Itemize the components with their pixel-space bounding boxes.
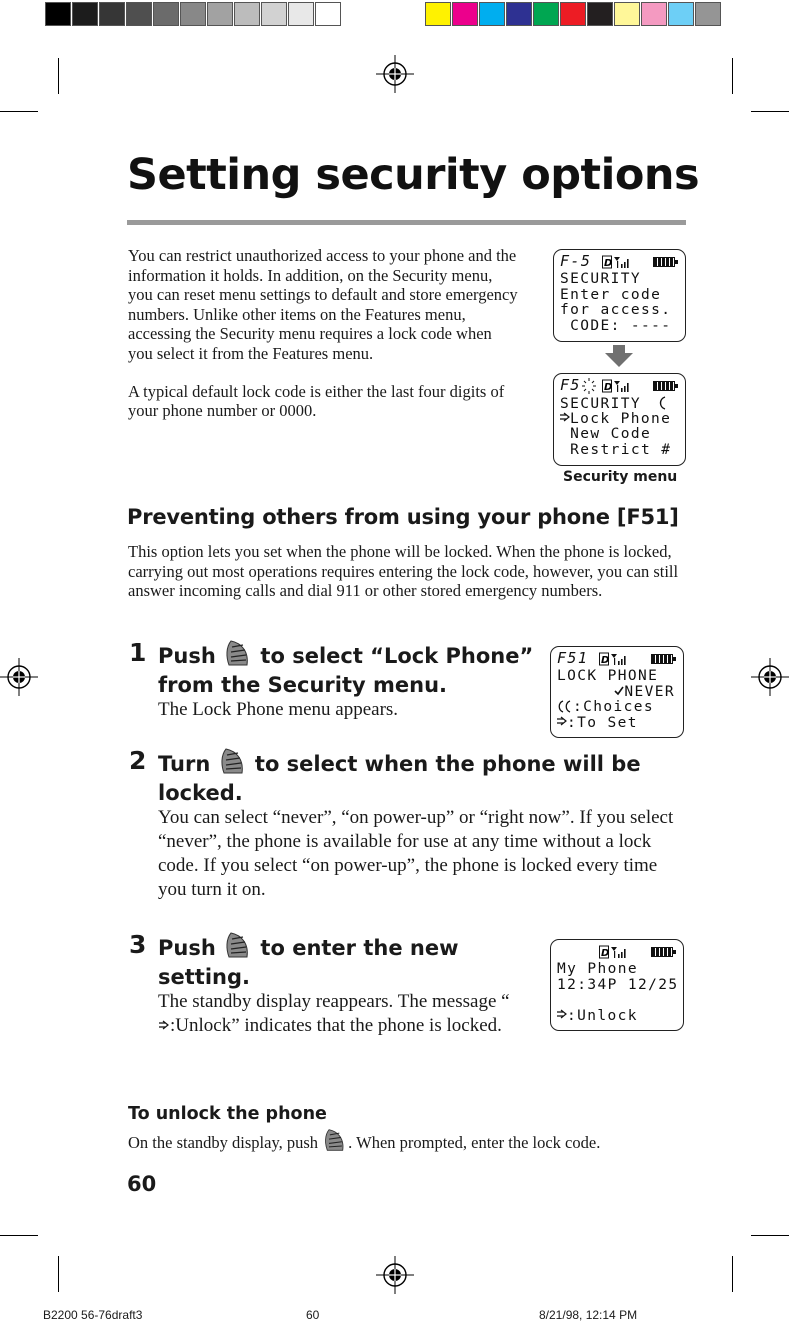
step-number: 1 bbox=[129, 638, 147, 667]
select-arrow-icon bbox=[557, 1009, 567, 1021]
crop-mark bbox=[732, 1256, 733, 1292]
lcd-line-text: SECURITY bbox=[560, 396, 642, 412]
jog-dial-icon bbox=[657, 396, 669, 410]
lcd-line bbox=[557, 700, 677, 716]
battery-icon bbox=[653, 381, 675, 391]
title-rule bbox=[127, 220, 686, 225]
step-heading-text: to enter the new bbox=[260, 936, 459, 960]
gray-swatch bbox=[207, 2, 233, 26]
lcd-line-text: :Unlock bbox=[567, 1007, 638, 1024]
select-arrow-icon bbox=[158, 1020, 170, 1032]
gray-swatch bbox=[315, 2, 341, 26]
step-number: 3 bbox=[129, 930, 147, 959]
svg-text:D: D bbox=[601, 948, 611, 959]
jog-dial-icon bbox=[223, 931, 253, 959]
color-swatch bbox=[560, 2, 586, 26]
step-heading-text: Turn bbox=[158, 752, 211, 776]
svg-text:D: D bbox=[604, 258, 614, 269]
lcd-line: Enter code bbox=[560, 286, 662, 303]
registration-mark-icon bbox=[376, 55, 414, 93]
crop-mark bbox=[58, 1256, 59, 1292]
registration-mark-icon bbox=[376, 1256, 414, 1294]
lcd-line bbox=[557, 993, 677, 1009]
gray-swatch bbox=[261, 2, 287, 26]
lcd-line bbox=[560, 412, 679, 428]
crop-mark bbox=[751, 1235, 789, 1236]
lcd-line bbox=[557, 685, 677, 701]
select-arrow-icon bbox=[560, 412, 570, 424]
signal-strength-icon bbox=[599, 945, 627, 959]
unlock-text-part: On the standby display, push bbox=[128, 1133, 319, 1152]
crop-mark bbox=[0, 111, 38, 112]
step-heading-text: setting. bbox=[158, 965, 250, 989]
gray-swatch bbox=[288, 2, 314, 26]
jog-dial-icon bbox=[322, 1128, 348, 1152]
gray-swatch bbox=[153, 2, 179, 26]
lcd-code-entry-screen bbox=[553, 249, 686, 342]
menu-number: F-5 bbox=[560, 252, 592, 270]
lcd-line-text: Lock Phone bbox=[570, 410, 672, 427]
step-body-text: :Unlock” indicates that the phone is locked. bbox=[170, 1015, 502, 1036]
step-heading-text: locked. bbox=[158, 781, 243, 805]
step-heading-text: to select when the phone will be bbox=[254, 752, 641, 776]
select-arrow-icon bbox=[557, 716, 567, 728]
jog-dial-icon bbox=[223, 639, 253, 667]
gray-swatch bbox=[126, 2, 152, 26]
lcd-line bbox=[557, 716, 677, 732]
lcd-line: SECURITY bbox=[560, 271, 642, 287]
footer-timestamp: 8/21/98, 12:14 PM bbox=[539, 1308, 638, 1322]
jog-dial-icon bbox=[557, 700, 573, 713]
battery-icon bbox=[651, 947, 673, 957]
blink-icon bbox=[582, 378, 596, 394]
step-heading-text: to select “Lock Phone” bbox=[260, 644, 534, 668]
lcd-standby-screen bbox=[550, 939, 684, 1031]
lcd-line bbox=[560, 396, 679, 412]
step-heading-text: from the Security menu. bbox=[158, 673, 448, 697]
section-intro: This option lets you set when the phone will be locked. When the phone is locked, carrying out most operations requires entering the lock code, however, you can still answer incoming calls and dial 911 or other stored emergency numbers. bbox=[128, 542, 679, 600]
crop-mark bbox=[58, 58, 59, 94]
menu-number: F5 bbox=[560, 376, 581, 394]
step-body: The Lock Phone menu appears. bbox=[158, 699, 399, 720]
color-swatch bbox=[614, 2, 640, 26]
battery-icon bbox=[651, 654, 673, 664]
step-heading bbox=[158, 639, 538, 700]
check-icon bbox=[614, 686, 624, 696]
svg-text:D: D bbox=[604, 382, 614, 393]
lcd-line: My Phone bbox=[557, 961, 639, 977]
intro-text bbox=[128, 246, 520, 439]
color-swatch bbox=[668, 2, 694, 26]
color-swatch bbox=[479, 2, 505, 26]
step-body-text: The standby display reappears. The message “ bbox=[158, 991, 510, 1012]
lcd-line-text: :Choices bbox=[573, 699, 655, 715]
color-swatch bbox=[641, 2, 667, 26]
gray-swatch bbox=[234, 2, 260, 26]
unlock-text-part: . When prompted, enter the lock code. bbox=[348, 1133, 601, 1152]
lcd-line-text: :To Set bbox=[567, 714, 638, 731]
color-calibration-bar bbox=[425, 2, 722, 28]
signal-strength-icon bbox=[602, 379, 630, 393]
step-heading bbox=[158, 931, 538, 992]
step-number: 2 bbox=[129, 746, 147, 775]
step-heading-text: Push bbox=[158, 936, 216, 960]
grayscale-calibration-bar bbox=[45, 2, 342, 28]
color-swatch bbox=[587, 2, 613, 26]
step-heading-text: Push bbox=[158, 644, 216, 668]
signal-strength-icon bbox=[602, 255, 630, 269]
section-heading: Preventing others from using your phone [F51] bbox=[127, 505, 679, 529]
color-swatch bbox=[452, 2, 478, 26]
crop-mark bbox=[751, 111, 789, 112]
step-heading bbox=[158, 747, 688, 808]
menu-number: F51 bbox=[557, 649, 589, 667]
lcd-line: for access. bbox=[560, 302, 672, 318]
intro-paragraph: A typical default lock code is either the last four digits of your phone number or 0000. bbox=[128, 381, 505, 421]
gray-swatch bbox=[180, 2, 206, 26]
security-menu-caption: Security menu bbox=[563, 469, 678, 485]
lcd-line-text: NEVER bbox=[624, 683, 675, 700]
registration-mark-icon bbox=[751, 658, 789, 696]
color-swatch bbox=[533, 2, 559, 26]
unlock-text bbox=[128, 1128, 688, 1153]
page-title: Setting security options bbox=[127, 150, 700, 200]
lcd-line: 12:34P 12/25 bbox=[557, 976, 679, 993]
page-number: 60 bbox=[127, 1172, 157, 1196]
gray-swatch bbox=[45, 2, 71, 26]
lcd-line: LOCK PHONE bbox=[557, 668, 659, 684]
color-swatch bbox=[506, 2, 532, 26]
unlock-heading: To unlock the phone bbox=[128, 1104, 327, 1124]
lcd-line: CODE: ---- bbox=[560, 317, 672, 334]
footer-page: 60 bbox=[306, 1308, 320, 1322]
color-swatch bbox=[425, 2, 451, 26]
down-arrow-icon bbox=[605, 345, 633, 367]
registration-mark-icon bbox=[0, 658, 38, 696]
color-swatch bbox=[695, 2, 721, 26]
lcd-line bbox=[557, 1009, 677, 1025]
footer-filename: B2200 56-76draft3 bbox=[43, 1308, 143, 1322]
crop-mark bbox=[0, 1235, 38, 1236]
battery-icon bbox=[653, 257, 675, 267]
gray-swatch bbox=[99, 2, 125, 26]
lcd-security-menu-screen bbox=[553, 373, 686, 466]
jog-dial-icon bbox=[218, 747, 248, 775]
gray-swatch bbox=[72, 2, 98, 26]
lcd-line: Restrict # bbox=[560, 441, 672, 458]
svg-text:D: D bbox=[601, 655, 611, 666]
lcd-lock-phone-screen bbox=[550, 646, 684, 738]
intro-paragraph: You can restrict unauthorized access to your phone and the information it holds. In addition, on the Security menu, you can reset menu settings to default and store emergency numbers. Unlike other items on the Features menu, accessing the Security menu requires a lock code when you select it from the Features menu. bbox=[128, 246, 518, 363]
signal-strength-icon bbox=[599, 652, 627, 666]
crop-mark bbox=[732, 58, 733, 94]
step-body bbox=[158, 990, 518, 1038]
lcd-line: New Code bbox=[560, 426, 652, 442]
step-body: You can select “never”, “on power-up” or “right now”. If you select “never”, the phone is available for use at any time without a lock code. If you select “on power-up”, the phone is locked every time you turn it on. bbox=[158, 807, 674, 900]
